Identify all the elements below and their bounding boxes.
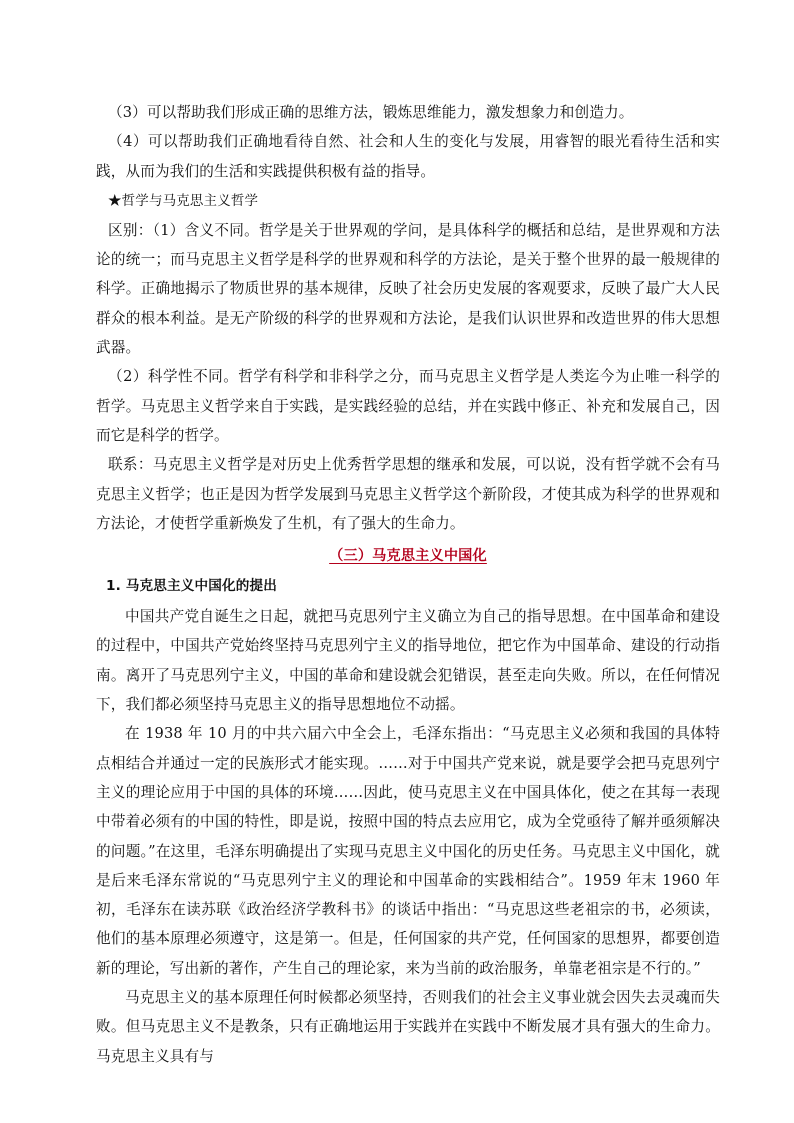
paragraph-mao: 在 1938 年 10 月的中共六届六中全会上，毛泽东指出：“马克思主义必须和我国的具体特点相结合并通过一定的民族形式才能实现。……对于中国共产党来说，就是要学会把马克思列宁主义的理论应用于中国的具体的环境……因此，使马克思主义在中国具体化，使之在其每一表现中带着必须有的中国的特性，即是说，按照中国的特点去应用它，成为全党亟待了解并亟须解决的问题。”在这里，毛泽东明确提出了实现马克思主义中国化的历史任务。马克思主义中国化，就是后来毛泽东常说的“马克思列宁主义的理论和中国革命的实践相结合”。1959 年末 1960 年初，毛泽东在读苏联《政治经济学教科书》的谈话中指出：“马克思这些老祖宗的书，必须读，他们的基本原理必须遵守，这是第一。但是，任何国家的共产党，任何国家的思想界，都要创造新的理论，写出新的著作，产生自己的理论家，来为当前的政治服务，单靠老祖宗是不行的。” — [96, 725, 720, 977]
sub-heading: 1. 马克思主义中国化的提出 — [106, 578, 277, 595]
paragraph-connection: 联系：马克思主义哲学是对历史上优秀哲学思想的继承和发展，可以说，没有哲学就不会有马克思主义哲学；也正是因为哲学发展到马克思主义哲学这个新阶段，才使其成为科学的世界观和方法论，才使哲学重新焕发了生机，有了强大的生命力。 — [96, 456, 720, 532]
star-heading: ★哲学与马克思主义哲学 — [108, 192, 259, 209]
paragraph-benefit-4: （4）可以帮助我们正确地看待自然、社会和人生的变化与发展，用睿智的眼光看待生活和实践，从而为我们的生活和实践提供积极有益的指导。 — [96, 133, 720, 180]
section-title: （三）马克思主义中国化 — [329, 548, 487, 565]
paragraph-difference-2: （2）科学性不同。哲学有科学和非科学之分，而马克思主义哲学是人类迄今为止唯一科学的哲学。马克思主义哲学来自于实践，是实践经验的总结，并在实践中修正、补充和发展自己，因而它是科学的哲学。 — [96, 368, 720, 444]
paragraph-benefit-3: （3）可以帮助我们形成正确的思维方法，锻炼思维能力，激发想象力和创造力。 — [108, 104, 634, 121]
paragraph-difference-1: 区别：（1）含义不同。哲学是关于世界观的学问，是具体科学的概括和总结，是世界观和方法论的统一；而马克思主义哲学是科学的世界观和科学的方法论，是关于整个世界的最一般规律的科学。正确地揭示了物质世界的基本规律，反映了社会历史发展的客观要求，反映了最广大人民群众的根本利益。是无产阶级的科学的世界观和方法论，是我们认识世界和改造世界的伟大思想武器。 — [96, 221, 720, 357]
document-body — [96, 98, 720, 1071]
paragraph-principle: 马克思主义的基本原理任何时候都必须坚持，否则我们的社会主义事业就会因失去灵魂而失败。但马克思主义不是教条，只有正确地运用于实践并在实践中不断发展才具有强大的生命力。马克思主义具有与 — [96, 989, 720, 1065]
paragraph-party: 中国共产党自诞生之日起，就把马克思列宁主义确立为自己的指导思想。在中国革命和建设的过程中，中国共产党始终坚持马克思列宁主义的指导地位，把它作为中国革命、建设的行动指南。离开了马克思列宁主义，中国的革命和建设就会犯错误，甚至走向失败。所以，在任何情况下，我们都必须坚持马克思主义的指导思想地位不动摇。 — [96, 608, 720, 714]
